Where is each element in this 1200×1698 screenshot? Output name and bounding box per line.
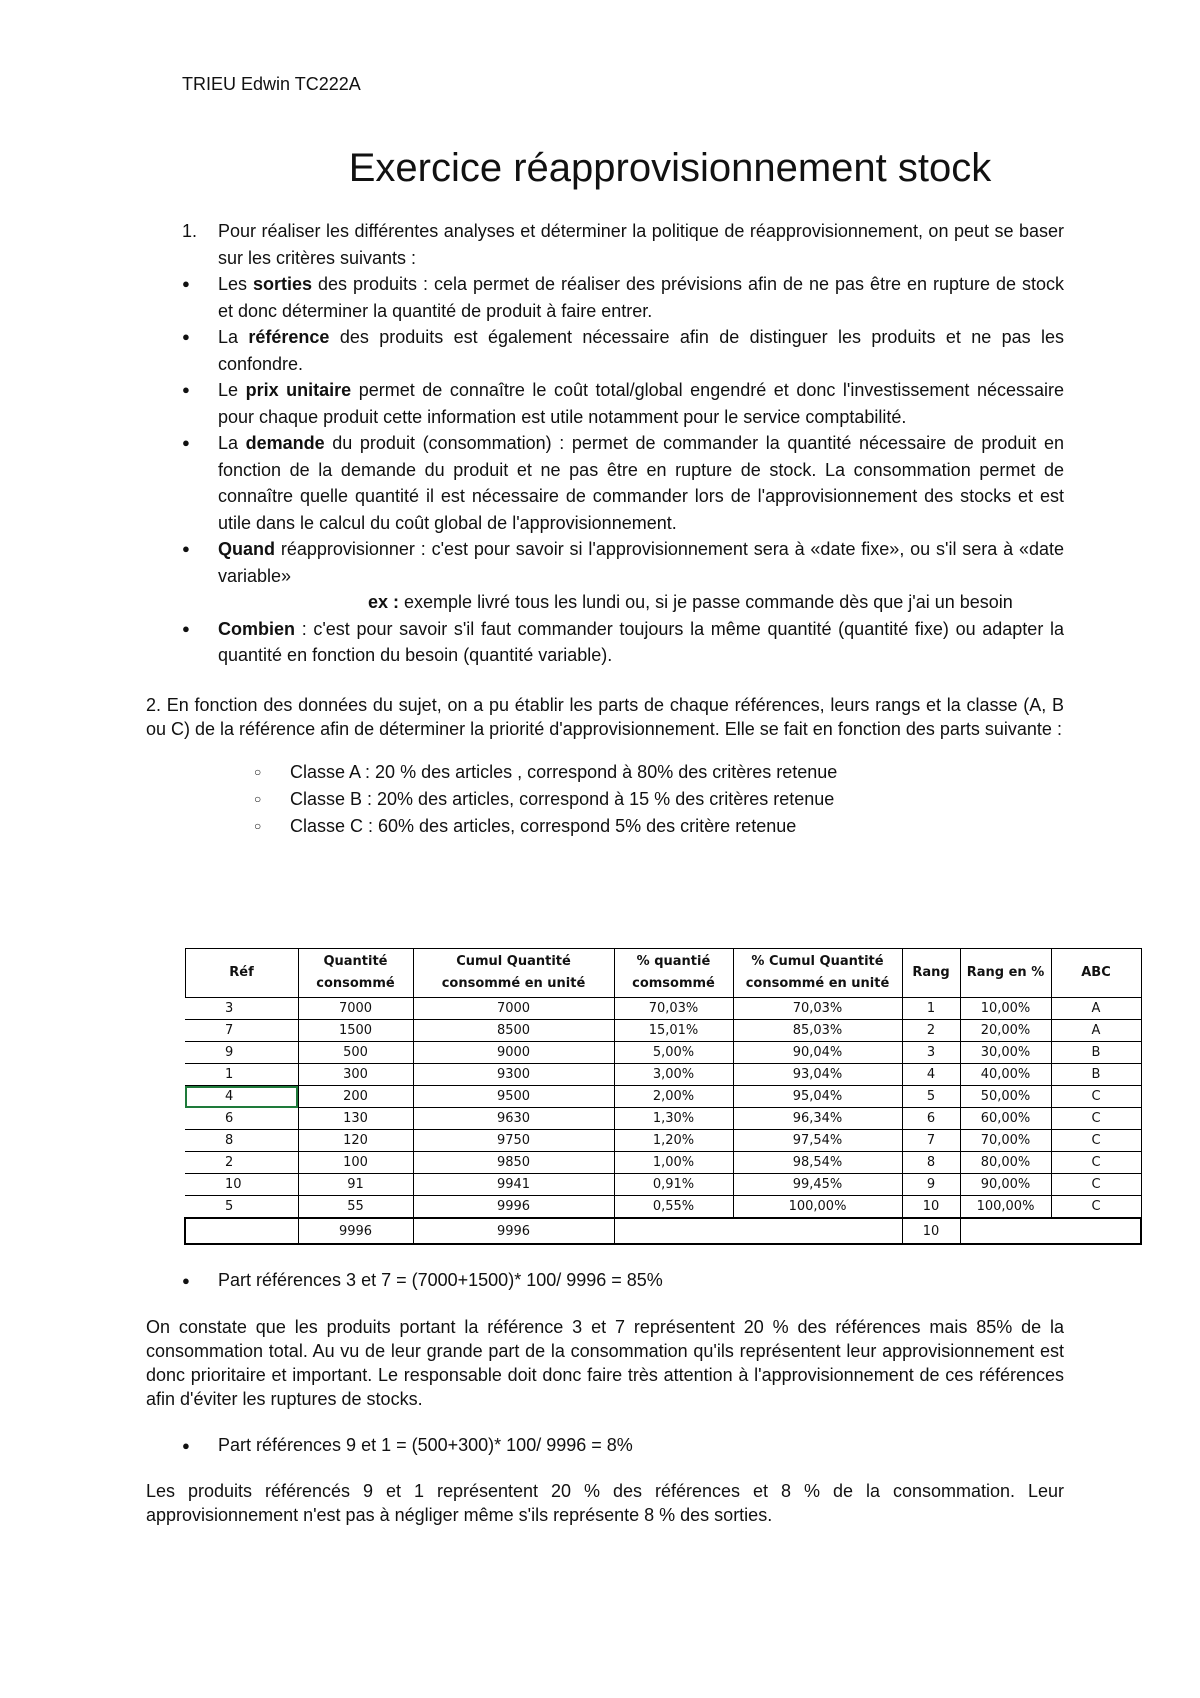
col-header-rang-pct: Rang en % [960, 949, 1051, 998]
col-header-abc: ABC [1051, 949, 1141, 998]
cell[interactable]: 91 [298, 1174, 413, 1196]
criteria-list [182, 271, 1064, 669]
cell[interactable]: 60,00% [960, 1108, 1051, 1130]
table-row [185, 1152, 1141, 1174]
cell[interactable]: 95,04% [733, 1086, 902, 1108]
cell[interactable]: C [1051, 1152, 1141, 1174]
item-number: 1. [182, 221, 198, 241]
analysis-section [146, 1268, 1064, 1527]
cell[interactable]: 9850 [413, 1152, 614, 1174]
table-row [185, 1086, 1141, 1108]
calc-list-2 [182, 1433, 1064, 1460]
cell[interactable]: 7000 [298, 998, 413, 1020]
table-header-row [185, 949, 1141, 998]
cell[interactable]: C [1051, 1174, 1141, 1196]
selected-cell[interactable]: 4 [185, 1086, 298, 1108]
col-header-pct-cumul: % Cumul Quantité consommé en unité [733, 949, 902, 998]
calc-list-1 [182, 1268, 1064, 1295]
cell[interactable]: A [1051, 998, 1141, 1020]
section-1 [146, 218, 1064, 840]
cell[interactable]: 9500 [413, 1086, 614, 1108]
cell[interactable]: 120 [298, 1130, 413, 1152]
bullet-icon: ● [182, 435, 190, 450]
table-total-row [185, 1218, 1141, 1244]
circle-bullet-icon: ○ [254, 764, 262, 779]
cell[interactable]: 50,00% [960, 1086, 1051, 1108]
criteria-item-demande: ● La demande du produit (consommation) : permet de commander la quantité nécessaire de produit en fonction de la demande du produit et ne pas être en rupture de stock. La consommation permet de connaître quelle quantité il est nécessaire de commander lors de l'approvisionnement des stocks et est utile dans le calcul du coût global de l'approvisionnement. [182, 430, 1064, 536]
cell[interactable]: 8500 [413, 1020, 614, 1042]
class-item-c: ○ Classe C : 60% des articles, correspond 5% des critère retenue [254, 813, 1064, 840]
criteria-item-prix: ● Le prix unitaire permet de connaître le coût total/global engendré et donc l'investissement nécessaire pour chaque produit cette information est utile notamment pour le service comptabilité. [182, 377, 1064, 430]
cell[interactable]: 5 [902, 1086, 960, 1108]
cell[interactable]: 9996 [413, 1196, 614, 1219]
cell[interactable]: 10 [902, 1196, 960, 1219]
circle-bullet-icon: ○ [254, 818, 262, 833]
abc-table [184, 948, 1142, 1245]
table-row [185, 1064, 1141, 1086]
col-header-cumul-qty: Cumul Quantité consommé en unité [413, 949, 614, 998]
criteria-item-reference: ● La référence des produits est également nécessaire afin de distinguer les produits et ne pas les confondre. [182, 324, 1064, 377]
cell[interactable]: 1 [185, 1064, 298, 1086]
cell[interactable]: 93,04% [733, 1064, 902, 1086]
cell[interactable]: 6 [185, 1108, 298, 1130]
cell[interactable]: 90,00% [960, 1174, 1051, 1196]
calc-item: ● Part références 3 et 7 = (7000+1500)* 100/ 9996 = 85% [182, 1268, 1064, 1295]
cell[interactable]: 4 [902, 1064, 960, 1086]
cell[interactable]: 96,34% [733, 1108, 902, 1130]
cell[interactable]: 97,54% [733, 1130, 902, 1152]
cell[interactable]: 15,01% [614, 1020, 733, 1042]
cell[interactable]: 0,55% [614, 1196, 733, 1219]
col-header-qty: Quantité consommé [298, 949, 413, 998]
cell[interactable]: 70,00% [960, 1130, 1051, 1152]
analysis-paragraph-2: Les produits référencés 9 et 1 représentent 20 % des références et 8 % de la consommation. Leur approvisionnement n'est pas à négliger même s'ils représente 8 % des sorties. [146, 1481, 1064, 1525]
class-item-a: ○ Classe A : 20 % des articles , correspond à 80% des critères retenue [254, 759, 1064, 786]
cell[interactable]: 8 [185, 1130, 298, 1152]
cell[interactable]: 7 [902, 1130, 960, 1152]
numbered-item-1 [182, 218, 1064, 271]
table-row [185, 1130, 1141, 1152]
cell[interactable]: 1 [902, 998, 960, 1020]
cell[interactable]: 40,00% [960, 1064, 1051, 1086]
cell[interactable]: 1,00% [614, 1152, 733, 1174]
total-qty-cell[interactable]: 9996 [298, 1218, 413, 1244]
cell[interactable]: 9 [902, 1174, 960, 1196]
cell[interactable]: 2 [902, 1020, 960, 1042]
cell[interactable]: 3 [185, 998, 298, 1020]
cell[interactable]: 5 [185, 1196, 298, 1219]
col-header-pct-qty: % quantié comsommé [614, 949, 733, 998]
table-row [185, 1042, 1141, 1064]
cell[interactable]: 1,20% [614, 1130, 733, 1152]
cell[interactable]: A [1051, 1020, 1141, 1042]
table-row [185, 1174, 1141, 1196]
cell[interactable] [614, 1218, 733, 1244]
cell[interactable]: 99,45% [733, 1174, 902, 1196]
cell[interactable] [185, 1218, 298, 1244]
section-1-intro: Pour réaliser les différentes analyses et déterminer la politique de réapprovisionnement, on peut se baser sur les critères suivants : [218, 221, 1064, 268]
criteria-item-sorties: ● Les sorties des produits : cela permet de réaliser des prévisions afin de ne pas être en rupture de stock et donc déterminer la quantité de produit à faire entrer. [182, 271, 1064, 324]
page-title: Exercice réapprovisionnement stock [348, 146, 992, 190]
cell[interactable]: 9750 [413, 1130, 614, 1152]
cell[interactable]: 200 [298, 1086, 413, 1108]
cell[interactable]: C [1051, 1086, 1141, 1108]
bullet-icon: ● [182, 541, 190, 556]
cell[interactable]: 10 [185, 1174, 298, 1196]
cell[interactable]: 100,00% [733, 1196, 902, 1219]
cell[interactable]: 98,54% [733, 1152, 902, 1174]
cell[interactable]: B [1051, 1064, 1141, 1086]
cell[interactable] [733, 1218, 902, 1244]
cell[interactable]: C [1051, 1108, 1141, 1130]
circle-bullet-icon: ○ [254, 791, 262, 806]
analysis-paragraph-1: On constate que les produits portant la référence 3 et 7 représentent 20 % des références mais 85% de la consommation total. Au vu de leur grande part de la consommation qu'ils représentent leur approvisionnement est donc prioritaire et important. Le responsable doit donc faire très attention à l'approvisionnement de ces références afin d'éviter les ruptures de stocks. [146, 1316, 1064, 1409]
cell[interactable]: 0,91% [614, 1174, 733, 1196]
cell[interactable]: 55 [298, 1196, 413, 1219]
cell[interactable]: 30,00% [960, 1042, 1051, 1064]
cell[interactable]: 5,00% [614, 1042, 733, 1064]
cell[interactable]: B [1051, 1042, 1141, 1064]
bullet-icon: ● [182, 276, 190, 291]
cell[interactable]: 100,00% [960, 1196, 1051, 1219]
col-header-ref: Réf [185, 949, 298, 998]
cell[interactable]: 3 [902, 1042, 960, 1064]
class-item-b: ○ Classe B : 20% des articles, correspond à 15 % des critères retenue [254, 786, 1064, 813]
criteria-item-quand: ● Quand réapprovisionner : c'est pour savoir si l'approvisionnement sera à «date fixe», ou s'il sera à «date variable» ex : exemple livré tous les lundi ou, si je passe commande dès que j'ai un besoin [182, 536, 1064, 616]
cell[interactable]: 9000 [413, 1042, 614, 1064]
example-line: ex : exemple livré tous les lundi ou, si je passe commande dès que j'ai un besoin [368, 592, 1013, 612]
cell[interactable]: 6 [902, 1108, 960, 1130]
cell[interactable]: 100 [298, 1152, 413, 1174]
cell[interactable]: 2 [185, 1152, 298, 1174]
bullet-icon: ● [182, 1437, 190, 1453]
cell[interactable]: 70,03% [733, 998, 902, 1020]
cell[interactable]: 2,00% [614, 1086, 733, 1108]
cell[interactable]: 80,00% [960, 1152, 1051, 1174]
cell[interactable]: 9300 [413, 1064, 614, 1086]
cell[interactable]: C [1051, 1196, 1141, 1219]
section-2-intro: 2. En fonction des données du sujet, on a pu établir les parts de chaque références, leurs rangs et la classe (A, B ou C) de la référence afin de déterminer la priorité d'approvisionnement. Elle se fait en fonction des parts suivante : [146, 694, 1064, 739]
cell[interactable]: 7000 [413, 998, 614, 1020]
criteria-item-combien: ● Combien : c'est pour savoir s'il faut commander toujours la même quantité (quantité fixe) ou adapter la quantité en fonction du besoin (quantité variable). [182, 616, 1064, 669]
cell[interactable]: 20,00% [960, 1020, 1051, 1042]
cell[interactable]: 7 [185, 1020, 298, 1042]
bullet-icon: ● [182, 620, 190, 636]
class-list [254, 759, 1064, 840]
cell[interactable]: 70,03% [614, 998, 733, 1020]
cell[interactable]: 300 [298, 1064, 413, 1086]
cell[interactable]: 9 [185, 1042, 298, 1064]
total-cumul-cell[interactable]: 9996 [413, 1218, 614, 1244]
cell[interactable]: 10,00% [960, 998, 1051, 1020]
cell[interactable]: 1500 [298, 1020, 413, 1042]
cell[interactable]: 9630 [413, 1108, 614, 1130]
cell[interactable]: 1,30% [614, 1108, 733, 1130]
bullet-icon: ● [182, 382, 190, 397]
total-rang-cell[interactable]: 10 [902, 1218, 960, 1244]
table-row [185, 1196, 1141, 1219]
bullet-icon: ● [182, 1273, 190, 1288]
cell[interactable]: 8 [902, 1152, 960, 1174]
cell[interactable] [1051, 1218, 1141, 1244]
table-row [185, 1020, 1141, 1042]
author-header: TRIEU Edwin TC222A [182, 74, 361, 94]
table-row [185, 1108, 1141, 1130]
cell[interactable] [960, 1218, 1051, 1244]
cell[interactable]: 130 [298, 1108, 413, 1130]
cell[interactable]: 90,04% [733, 1042, 902, 1064]
cell[interactable]: 3,00% [614, 1064, 733, 1086]
col-header-rang: Rang [902, 949, 960, 998]
table-row [185, 998, 1141, 1020]
cell[interactable]: 9941 [413, 1174, 614, 1196]
cell[interactable]: 85,03% [733, 1020, 902, 1042]
bullet-icon: ● [182, 329, 190, 344]
cell[interactable]: 500 [298, 1042, 413, 1064]
cell[interactable]: C [1051, 1130, 1141, 1152]
calc-item: ● Part références 9 et 1 = (500+300)* 100/ 9996 = 8% [182, 1433, 1064, 1460]
